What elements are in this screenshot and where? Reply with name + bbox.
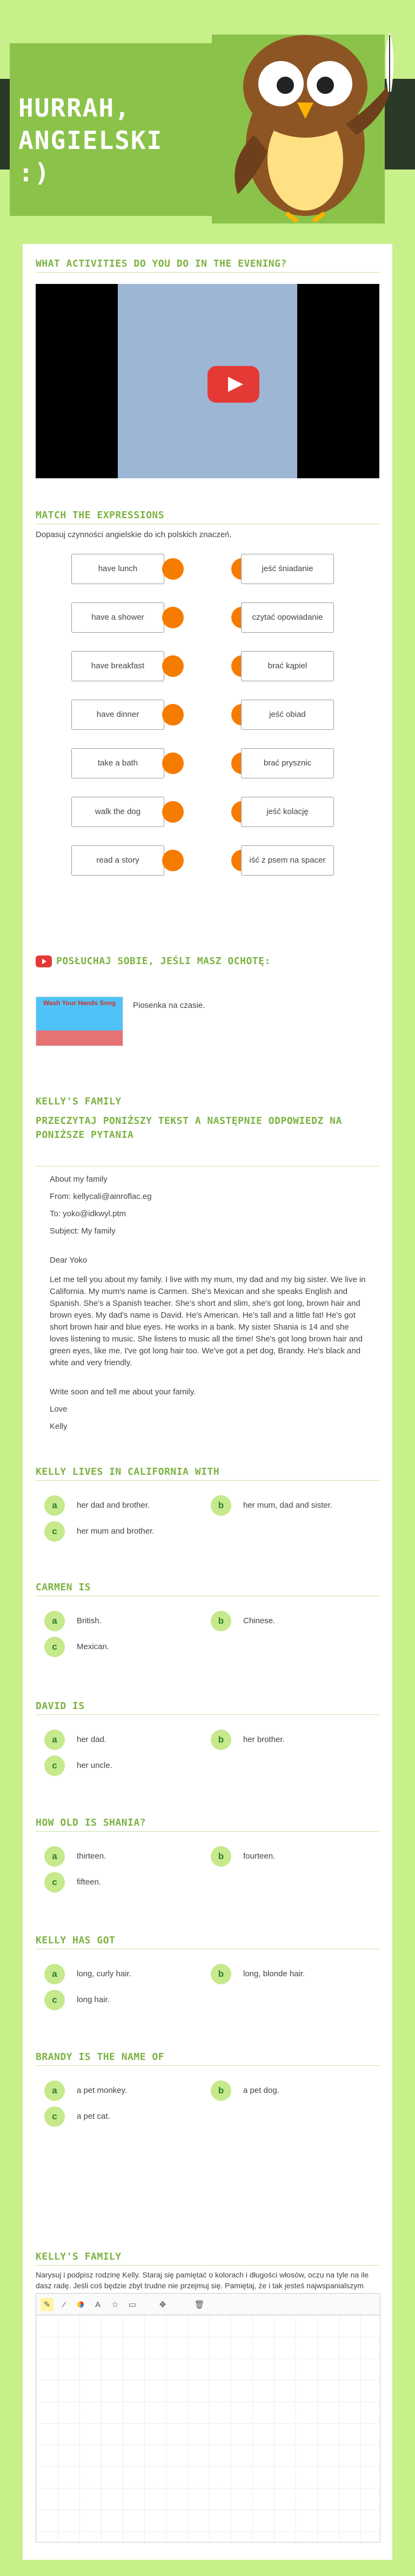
match-instruction: Dopasuj czynności angielskie do ich polskich znaczeń. [36,530,232,539]
section-title-drawing: KELLY'S FAMILY [36,2251,122,2262]
option-text[interactable]: her dad. [77,1735,107,1744]
play-icon[interactable] [208,366,259,403]
option-text[interactable]: fourteen. [243,1852,276,1861]
section-title-video: WHAT ACTIVITIES DO YOU DO IN THE EVENING? [36,258,287,269]
option-badge-a[interactable]: a [44,2080,65,2101]
hero-banner [0,0,415,238]
option-badge-b[interactable]: b [211,1846,231,1867]
option-badge-b[interactable]: b [211,1611,231,1631]
option-text[interactable]: a pet cat. [77,2112,110,2121]
song-caption: Piosenka na czasie. [133,1001,205,1010]
option-text[interactable]: long hair. [77,1995,110,2004]
option-badge-c[interactable]: c [44,1637,65,1657]
shape-star-icon[interactable]: ☆ [111,2300,119,2309]
letter-love: Love [50,1405,68,1414]
question-title: KELLY HAS GOT [36,1935,116,1946]
owl-illustration [216,22,394,227]
match-connector-dot[interactable] [162,607,184,628]
option-badge-a[interactable]: a [44,1964,65,1984]
section-title-match: MATCH THE EXPRESSIONS [36,510,165,521]
page-title [18,92,202,189]
match-connector-dot[interactable] [162,850,184,871]
option-badge-c[interactable]: c [44,2106,65,2127]
pencil-icon[interactable]: ✎ [41,2298,53,2311]
question-title: KELLY LIVES IN CALIFORNIA WITH [36,1466,220,1477]
drawing-canvas[interactable] [36,2315,380,2543]
option-badge-b[interactable]: b [211,1964,231,1984]
letter-from: From: kellycali@ainroflac.eg [50,1192,152,1201]
letter-subject: Subject: My family [50,1226,116,1236]
letter-greeting: Dear Yoko [50,1256,88,1265]
title-line-1: HURRAH, [18,93,131,123]
option-text[interactable]: a pet monkey. [77,2086,128,2095]
match-right-item[interactable]: czytać opowiadanie [241,602,334,633]
option-badge-c[interactable]: c [44,1521,65,1542]
section-divider [36,2065,379,2066]
option-badge-c[interactable]: c [44,1872,65,1893]
question-title: DAVID IS [36,1700,85,1712]
option-badge-b[interactable]: b [211,2080,231,2101]
option-badge-b[interactable]: b [211,1730,231,1750]
match-connector-dot[interactable] [162,558,184,580]
color-picker-icon[interactable] [74,2298,87,2311]
song-thumbnail[interactable] [36,996,123,1046]
option-text[interactable]: Chinese. [243,1616,276,1625]
song-thumbnail-title: Wash Your Hands Song [43,999,116,1007]
match-right-item[interactable]: brać kąpiel [241,651,334,681]
trash-icon[interactable]: 🗑 [194,2300,205,2309]
title-line-2: ANGIELSKI :) [18,126,163,187]
match-left-item[interactable]: have lunch [71,554,164,584]
option-badge-c[interactable]: c [44,1755,65,1776]
match-left-item[interactable]: read a story [71,845,164,876]
option-text[interactable]: a pet dog. [243,2086,279,2095]
match-connector-dot[interactable] [162,753,184,774]
section-title-letter: KELLY'S FAMILY [36,1096,122,1107]
content-card [23,244,392,2560]
option-text[interactable]: her mum, dad and sister. [243,1501,333,1510]
match-right-item[interactable]: jeść obiad [241,700,334,730]
question-title: BRANDY IS THE NAME OF [36,2051,165,2063]
video-player[interactable] [36,284,379,478]
match-right-item[interactable]: jeść śniadanie [241,554,334,584]
letter-closing: Write soon and tell me about your family. [50,1387,196,1397]
section-divider [36,2265,379,2266]
option-text[interactable]: long, curly hair. [77,1969,131,1978]
section-divider [36,1166,379,1167]
option-text[interactable]: British. [77,1616,102,1625]
text-tool-icon[interactable]: A [95,2300,101,2309]
youtube-icon [36,955,52,967]
option-text[interactable]: her dad and brother. [77,1501,150,1510]
match-connector-dot[interactable] [162,655,184,677]
question-title: CARMEN IS [36,1582,91,1593]
image-icon[interactable]: ▭ [128,2300,137,2309]
option-text[interactable]: long, blonde hair. [243,1969,305,1978]
match-right-item[interactable]: iść z psem na spacer [241,845,334,876]
match-right-item[interactable]: jeść kolację [241,797,334,827]
match-connector-dot[interactable] [162,801,184,823]
match-left-item[interactable]: walk the dog [71,797,164,827]
section-divider [36,1831,379,1832]
drawing-toolbar [36,2293,380,2315]
move-icon[interactable]: ✥ [159,2300,166,2309]
section-title-song: POSŁUCHAJ SOBIE, JEŚLI MASZ OCHOTĘ: [56,955,271,967]
letter-body: Let me tell you about my family. I live with my mum, my dad and my big sister. We live in California. My mum's name is Carmen. She's Mexican and she speaks English and Spanish. She's a Spanish teacher. She's short and slim, she's got long, brown hair and brown eyes. My dad's name is David. He's American. He's tall and a little fat! He's got short brown hair and blue eyes. He works in a bank. My sister Shania is 14 and she loves listening to music. She listens to music all the time! She's got long brown hair and green eyes, like me. I've got long hair too. We've got a pet dog, Brandy. He's black and white and very friendly. [50,1275,366,1367]
option-text[interactable]: Mexican. [77,1642,110,1651]
quill-icon [381,32,398,97]
option-text[interactable]: her mum and brother. [77,1527,155,1536]
option-badge-c[interactable]: c [44,1990,65,2010]
drawing-instruction: Narysuj i podpisz rodzinę Kelly. Staraj się pamiętać o kolorach i długości włosów, oczu na tyle na ile dasz radę. Jeśli coś będzie zbyt trudne nie przejmuj się. Pamiętaj, że i tak jesteś najwspanialszym [36,2270,369,2290]
letter-signature: Kelly [50,1422,68,1431]
section-divider [36,1714,379,1715]
option-text[interactable]: fifteen. [77,1877,102,1887]
option-badge-a[interactable]: a [44,1730,65,1750]
match-left-item[interactable]: have a shower [71,602,164,633]
match-right-item[interactable]: brać prysznic [241,748,334,778]
letter-to: To: yoko@idkwyl.ptm [50,1209,126,1218]
option-badge-b[interactable]: b [211,1495,231,1516]
option-text[interactable]: her brother. [243,1735,285,1744]
match-connector-dot[interactable] [162,704,184,726]
question-title: HOW OLD IS SHANIA? [36,1817,146,1828]
option-badge-a[interactable]: a [44,1611,65,1631]
song-thumbnail-band [36,1031,123,1046]
brush-icon[interactable]: ⁄ [63,2300,65,2309]
option-badge-a[interactable]: a [44,1495,65,1516]
match-left-item[interactable]: have dinner [71,700,164,730]
option-text[interactable]: thirteen. [77,1852,106,1861]
letter-about: About my family [50,1175,108,1184]
match-left-item[interactable]: take a bath [71,748,164,778]
option-badge-a[interactable]: a [44,1846,65,1867]
section-divider [36,1480,379,1481]
option-text[interactable]: her uncle. [77,1761,112,1770]
section-subtitle-letter: PRZECZYTAJ PONIŻSZY TEKST A NASTĘPNIE ODPOWIEDZ NA PONIŻSZE PYTANIA [36,1115,342,1141]
section-divider [36,272,379,273]
match-left-item[interactable]: have breakfast [71,651,164,681]
